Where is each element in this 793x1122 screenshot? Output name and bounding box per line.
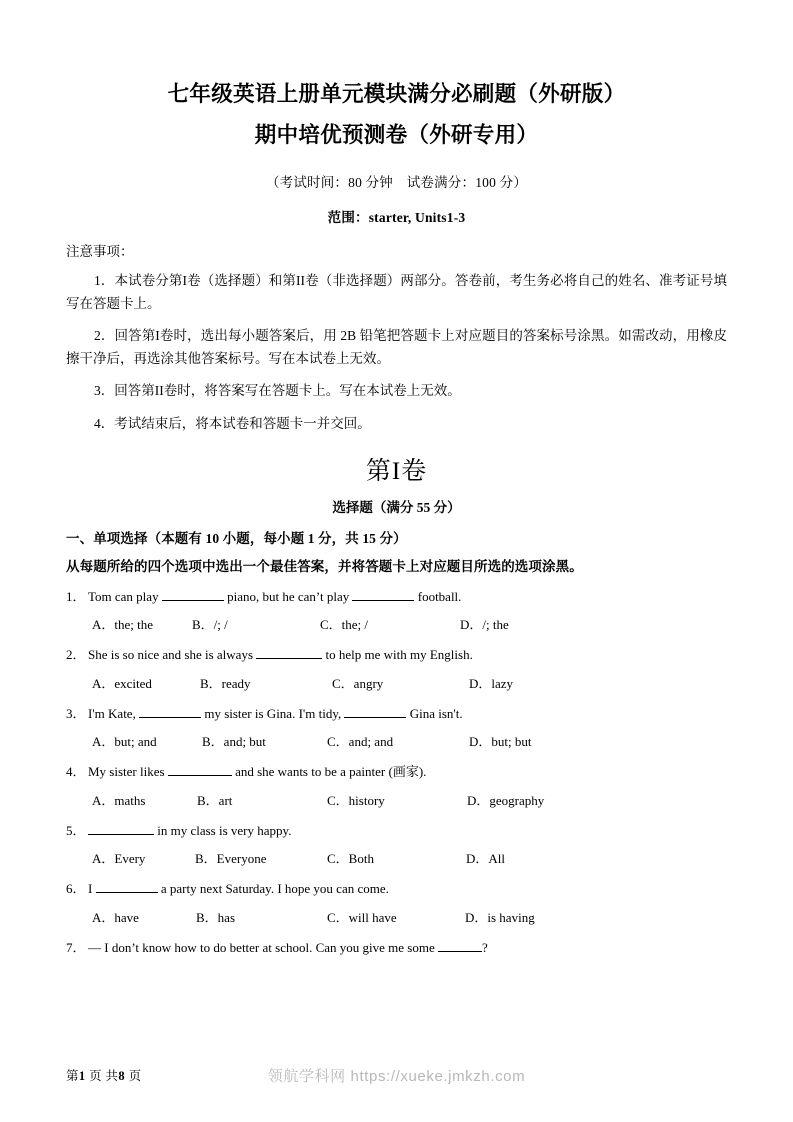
question-7 <box>66 938 727 958</box>
document-title-line2: 期中培优预测卷（外研专用） <box>254 123 539 148</box>
question-7-text-a: — I don’t know how to do better at school. Can you give me some <box>88 939 438 955</box>
question-7-text-b: ? <box>481 939 488 955</box>
notice-item-3: 3．回答第II卷时，将答案写在答题卡上。写在本试卷上无效。 <box>94 383 461 399</box>
option-c[interactable]: C．and; and <box>327 734 394 750</box>
exam-info: （考试时间：80 分钟 试卷满分：100 分） <box>265 174 528 190</box>
part-label: 第I卷 <box>365 457 428 485</box>
notice-item-4: 4．考试结束后，将本试卷和答题卡一并交回。 <box>94 415 371 431</box>
option-a[interactable]: A．maths <box>92 792 146 808</box>
option-a[interactable]: A．but; and <box>92 734 157 750</box>
option-b[interactable]: B．and; but <box>202 734 266 750</box>
question-2-text-a: She is so nice and she is always <box>88 647 257 663</box>
option-d[interactable]: D．but; but <box>469 734 532 750</box>
option-c[interactable]: C．history <box>327 792 385 808</box>
question-4-text-a: My sister likes <box>88 764 168 780</box>
option-d[interactable]: D．/; the <box>460 617 509 633</box>
option-c[interactable]: C．will have <box>327 909 397 925</box>
option-c[interactable]: C．angry <box>332 675 384 691</box>
answer-blank <box>256 647 322 659</box>
option-a[interactable]: A．the; the <box>92 617 154 633</box>
option-b[interactable]: B．/; / <box>192 617 228 633</box>
choice-section-header: 选择题（满分 55 分） <box>332 499 461 515</box>
option-d[interactable]: D．lazy <box>469 675 514 691</box>
exam-range: 范围：starter, Units1-3 <box>327 209 466 225</box>
question-7-number: 7． <box>66 939 86 955</box>
question-5 <box>66 821 727 841</box>
page-footer <box>66 1066 142 1084</box>
question-3-options <box>66 731 727 750</box>
answer-blank <box>88 822 154 834</box>
question-5-options <box>66 848 727 867</box>
option-c[interactable]: C．the; / <box>320 617 369 633</box>
question-3-text-b: my sister is Gina. I'm tidy, <box>201 705 345 721</box>
question-5-text-b: in my class is very happy. <box>154 822 292 838</box>
option-a[interactable]: A．excited <box>92 675 152 691</box>
footer-mid: 页 共 <box>89 1069 119 1083</box>
option-b[interactable]: B．ready <box>200 675 251 691</box>
question-3-text-c: Gina isn't. <box>406 705 463 721</box>
option-b[interactable]: B．Everyone <box>195 851 267 867</box>
answer-blank <box>344 705 406 717</box>
question-3-number: 3． <box>66 705 86 721</box>
option-b[interactable]: B．art <box>197 792 233 808</box>
notice-item-1: 1．本试卷分第I卷（选择题）和第II卷（非选择题）两部分。答卷前，考生务必将自己的姓名、准考证号填写在答题卡上。 <box>66 272 727 311</box>
section-subheading: 从每题所给的四个选项中选出一个最佳答案，并将答题卡上对应题目所选的选项涂黑。 <box>66 558 583 574</box>
footer-suffix: 页 <box>128 1069 142 1083</box>
question-1-number: 1． <box>66 588 86 604</box>
footer-total-pages: 8 <box>118 1069 126 1083</box>
question-3 <box>66 704 727 724</box>
option-c[interactable]: C．Both <box>327 851 374 867</box>
question-4-text-b: and she wants to be a painter (画家). <box>231 764 427 780</box>
notice-item-2: 2．回答第I卷时，选出每小题答案后，用 2B 铅笔把答题卡上对应题目的答案标号涂黑。如需改动，用橡皮擦干净后，再选涂其他答案标号。写在本试卷上无效。 <box>66 327 727 367</box>
question-4-number: 4． <box>66 764 86 780</box>
question-6-text-b: a party next Saturday. I hope you can come. <box>157 881 389 897</box>
question-1-text-c: football. <box>414 588 462 604</box>
question-4 <box>66 762 727 782</box>
question-2-options <box>66 673 727 692</box>
question-5-number: 5． <box>66 822 86 838</box>
question-4-options <box>66 790 727 809</box>
question-6-number: 6． <box>66 881 86 897</box>
question-2-text-b: to help me with my English. <box>322 647 473 663</box>
answer-blank <box>438 939 482 951</box>
document-title-line1: 七年级英语上册单元模块满分必刷题（外研版） <box>167 82 626 106</box>
question-1-options <box>66 614 727 633</box>
question-1-text-a: Tom can play <box>88 588 162 604</box>
watermark: 领航学科网 https://xueke.jmkzh.com <box>267 1068 526 1085</box>
option-a[interactable]: A．Every <box>92 851 146 867</box>
section-heading: 一、单项选择（本题有 10 小题，每小题 1 分，共 15 分） <box>66 530 407 546</box>
question-3-text-a: I'm Kate, <box>88 705 140 721</box>
question-6-text-a: I <box>88 881 96 897</box>
notice-title: 注意事项： <box>66 243 134 259</box>
answer-blank <box>168 764 232 776</box>
question-2 <box>66 645 727 665</box>
answer-blank <box>162 588 224 600</box>
question-6-options <box>66 907 727 926</box>
question-1-text-b: piano, but he can’t play <box>223 588 353 604</box>
answer-blank <box>352 588 414 600</box>
answer-blank <box>96 881 158 893</box>
option-d[interactable]: D．geography <box>467 792 545 808</box>
answer-blank <box>139 705 201 717</box>
footer-current-page: 1 <box>78 1069 86 1083</box>
option-a[interactable]: A．have <box>92 909 139 925</box>
question-6 <box>66 879 727 899</box>
option-b[interactable]: B．has <box>196 909 236 925</box>
question-2-number: 2． <box>66 647 86 663</box>
question-1 <box>66 587 727 607</box>
option-d[interactable]: D．is having <box>465 909 535 925</box>
footer-prefix: 第 <box>66 1069 79 1083</box>
option-d[interactable]: D．All <box>466 851 506 867</box>
